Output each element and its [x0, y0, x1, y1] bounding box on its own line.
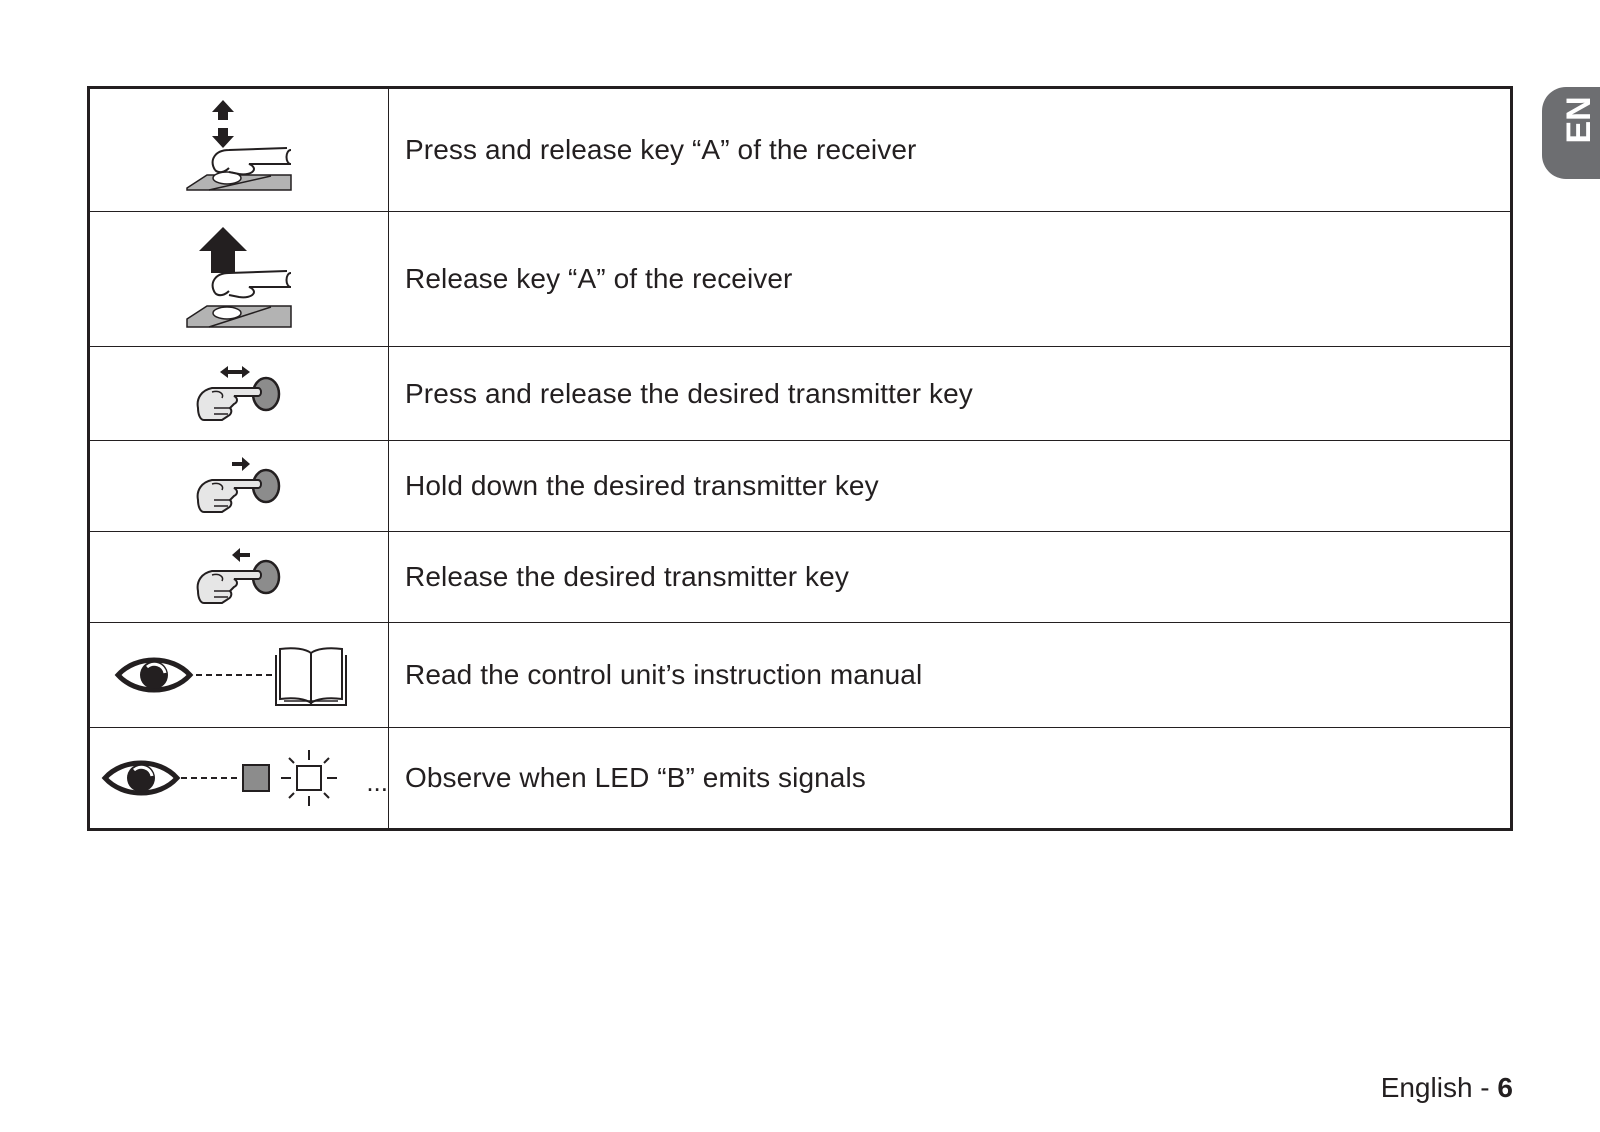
- led-sequence-ellipsis: ...: [366, 766, 388, 797]
- row-description: Press and release key “A” of the receiver: [389, 88, 1512, 212]
- table-row: [89, 441, 1512, 532]
- icon-cell: [89, 88, 389, 212]
- hand-hold-transmitter-key-icon: [194, 456, 284, 516]
- page-number: 6: [1497, 1072, 1513, 1103]
- symbol-legend-table: [87, 86, 1513, 831]
- language-tab: [1542, 87, 1600, 179]
- hand-press-release-transmitter-key-icon: [194, 364, 284, 424]
- table-row: [89, 347, 1512, 441]
- table-row: [89, 88, 1512, 212]
- row-description: Press and release the desired transmitter key: [389, 347, 1512, 441]
- icon-cell: [89, 728, 389, 830]
- table-row: [89, 623, 1512, 728]
- table-row: [89, 728, 1512, 830]
- icon-cell: [89, 441, 389, 532]
- page-footer: [1381, 1072, 1513, 1104]
- icon-cell: [89, 532, 389, 623]
- row-description: Release the desired transmitter key: [389, 532, 1512, 623]
- icon-cell: [89, 212, 389, 347]
- table-row: [89, 212, 1512, 347]
- icon-cell: [89, 347, 389, 441]
- eye-observe-led-icon: [101, 748, 351, 808]
- row-description: Read the control unit’s instruction manual: [389, 623, 1512, 728]
- footer-language: English: [1380, 1072, 1473, 1103]
- finger-press-release-receiver-key-icon: [179, 100, 299, 200]
- table-row: [89, 532, 1512, 623]
- hand-release-transmitter-key-icon: [194, 547, 284, 607]
- row-description: Observe when LED “B” emits signals: [389, 728, 1512, 830]
- eye-read-manual-icon: [114, 643, 364, 707]
- finger-release-receiver-key-icon: [179, 227, 299, 331]
- row-description: Hold down the desired transmitter key: [389, 441, 1512, 532]
- language-tab-label: EN: [1560, 96, 1598, 144]
- row-description: Release key “A” of the receiver: [389, 212, 1512, 347]
- footer-separator: -: [1472, 1072, 1498, 1103]
- icon-cell: [89, 623, 389, 728]
